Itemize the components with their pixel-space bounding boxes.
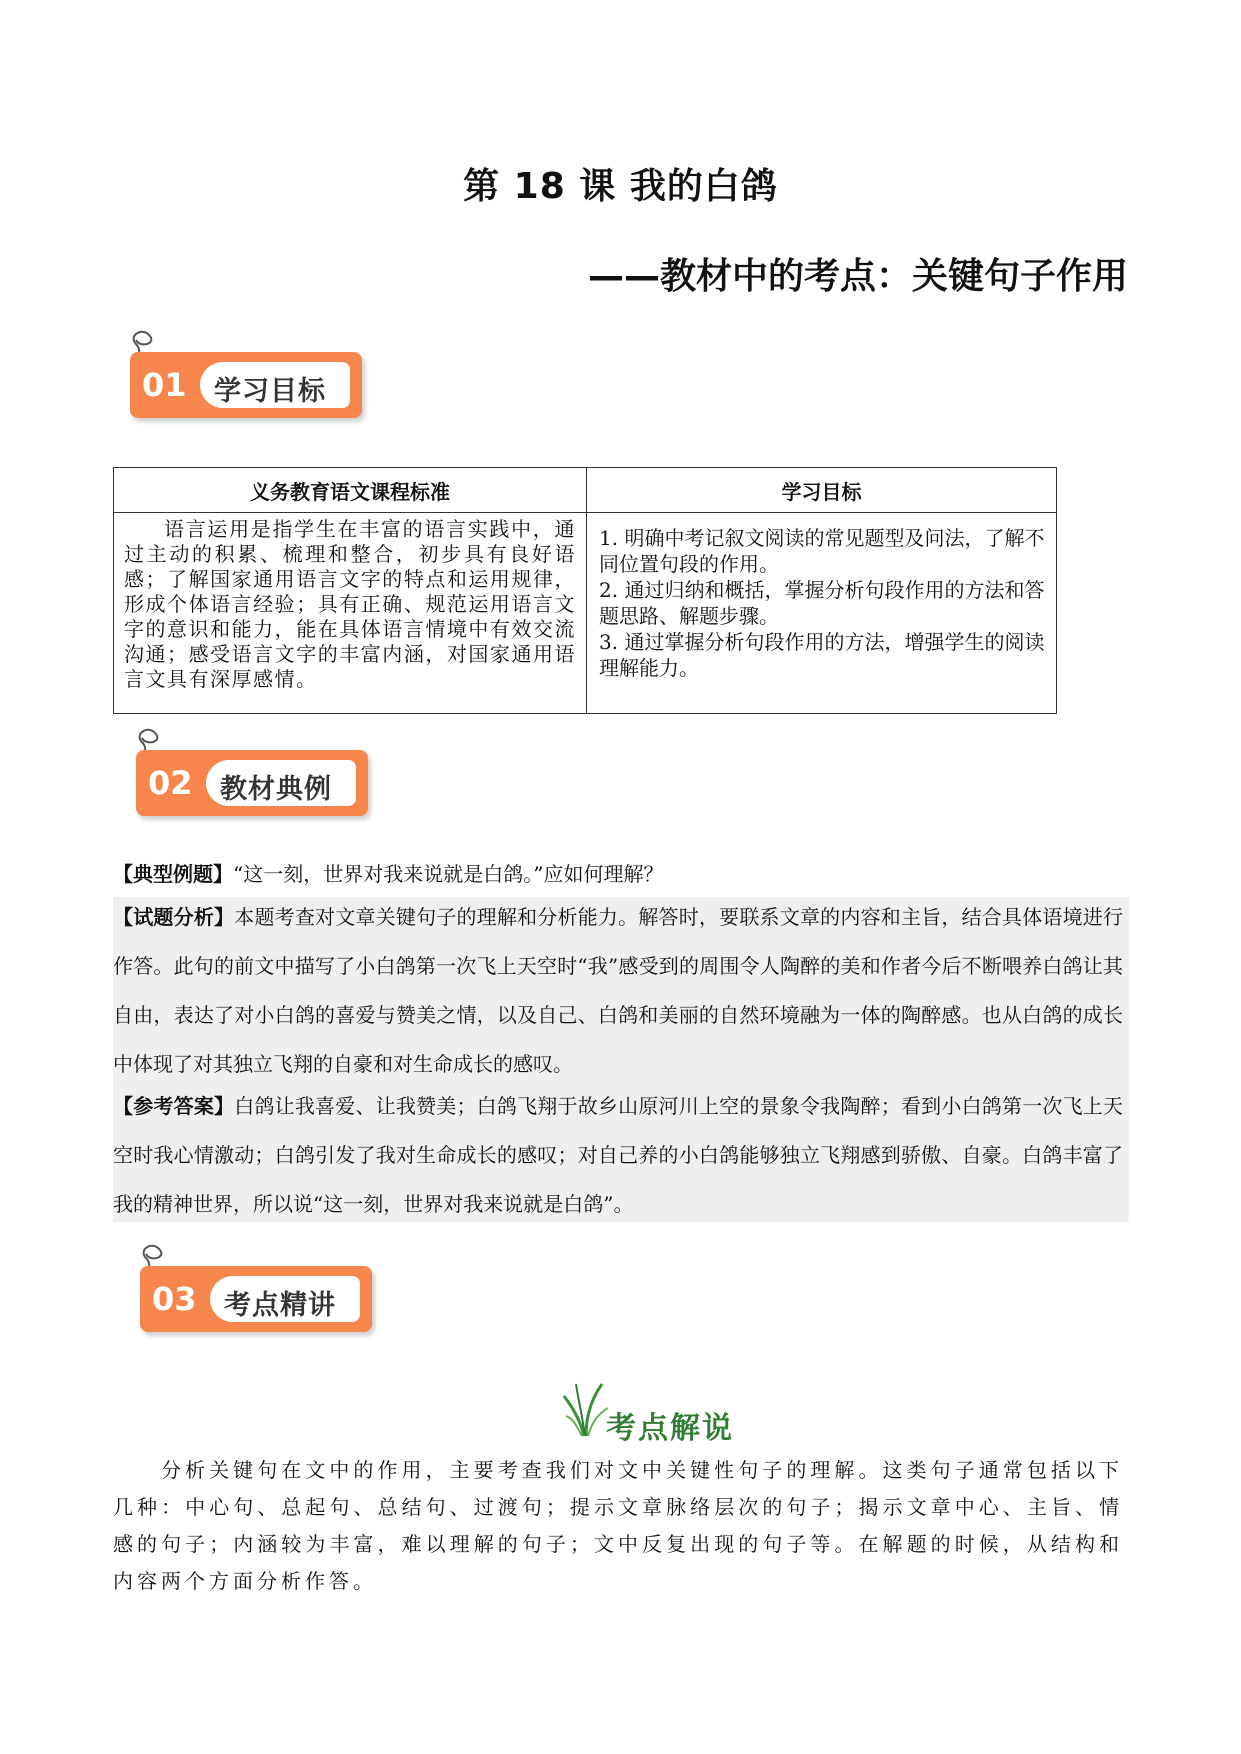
key-points-text: 分析关键句在文中的作用，主要考查我们对文中关键性句子的理解。这类句子通常包括以下几种：中心句、总起句、总结句、过渡句；提示文章脉络层次的句子；揭示文章中心、主旨、情感的句子；内涵较为丰富，难以理解的句子；文中反复出现的句子等。在解题的时候，从结构和内容两个方面分析作答。 [113,1458,1123,1593]
section-number: 02 [148,764,193,802]
section-number: 03 [152,1280,197,1318]
answer-text: 白鸽让我喜爱、让我赞美；白鸽飞翔于故乡山原河川上空的景象令我陶醉；看到小白鸽第一次飞上天空时我心情激动；白鸽引发了我对生命成长的感叹；对自己养的小白鸽能够独立飞翔感到骄傲、自豪。白鸽丰富了我的精神世界，所以说“这一刻，世界对我来说就是白鸽”。 [113,1094,1124,1216]
answer-paragraph [113,1082,1123,1229]
goal-item: 3. 通过掌握分析句段作用的方法，增强学生的阅读理解能力。 [599,630,1045,680]
learning-goals-table [113,467,1057,714]
section-badge-01 [118,322,368,422]
section-badge-03 [128,1236,378,1336]
example-tag: 【典型例题】 [113,862,233,886]
goal-item: 2. 通过归纳和概括，掌握分析句段作用的方法和答题思路、解题步骤。 [599,578,1045,628]
example-question: “这一刻，世界对我来说就是白鸽。”应如何理解？ [233,862,664,886]
analysis-text: 本题考查对文章关键句子的理解和分析能力。解答时，要联系文章的内容和主旨，结合具体语境进行作答。此句的前文中描写了小白鸽第一次飞上天空时“我”感受到的周围令人陶醉的美和作者今后不断喂养白鸽让其自由，表达了对小白鸽的喜爱与赞美之情，以及自己、白鸽和美丽的自然环境融为一体的陶醉感。也从白鸽的成长中体现了对其独立飞翔的自豪和对生命成长的感叹。 [113,905,1124,1076]
page-title: 第 18 课 我的白鸽 [463,166,778,207]
grass-leaf-icon [562,1378,610,1438]
analysis-tag: 【试题分析】 [113,905,235,929]
section-number: 01 [142,366,187,404]
learning-goals-list [587,513,1057,714]
table-header-standard: 义务教育语文课程标准 [114,468,587,513]
section-label: 考点精讲 [224,1290,336,1321]
section-label: 学习目标 [214,376,326,407]
table-header-goals: 学习目标 [587,468,1057,513]
key-points-title: 考点解说 [606,1411,734,1446]
section-label: 教材典例 [220,774,332,805]
curriculum-standard-text: 语言运用是指学生在丰富的语言实践中，通过主动的积累、梳理和整合，初步具有良好语感；了解国家通用语言文字的特点和运用规律，形成个体语言经验；具有正确、规范运用语言文字的意识和能力，能在具体语言情境中有效交流沟通；感受语言文字的丰富内涵，对国家通用语言文具有深厚感情。 [114,513,587,714]
typical-example [113,858,663,887]
section-badge-02 [124,720,374,820]
page-subtitle: ——教材中的考点：关键句子作用 [587,256,1128,297]
answer-tag: 【参考答案】 [113,1094,235,1118]
goal-item: 1. 明确中考记叙文阅读的常见题型及问法，了解不同位置句段的作用。 [599,526,1045,576]
analysis-paragraph [113,893,1123,1089]
